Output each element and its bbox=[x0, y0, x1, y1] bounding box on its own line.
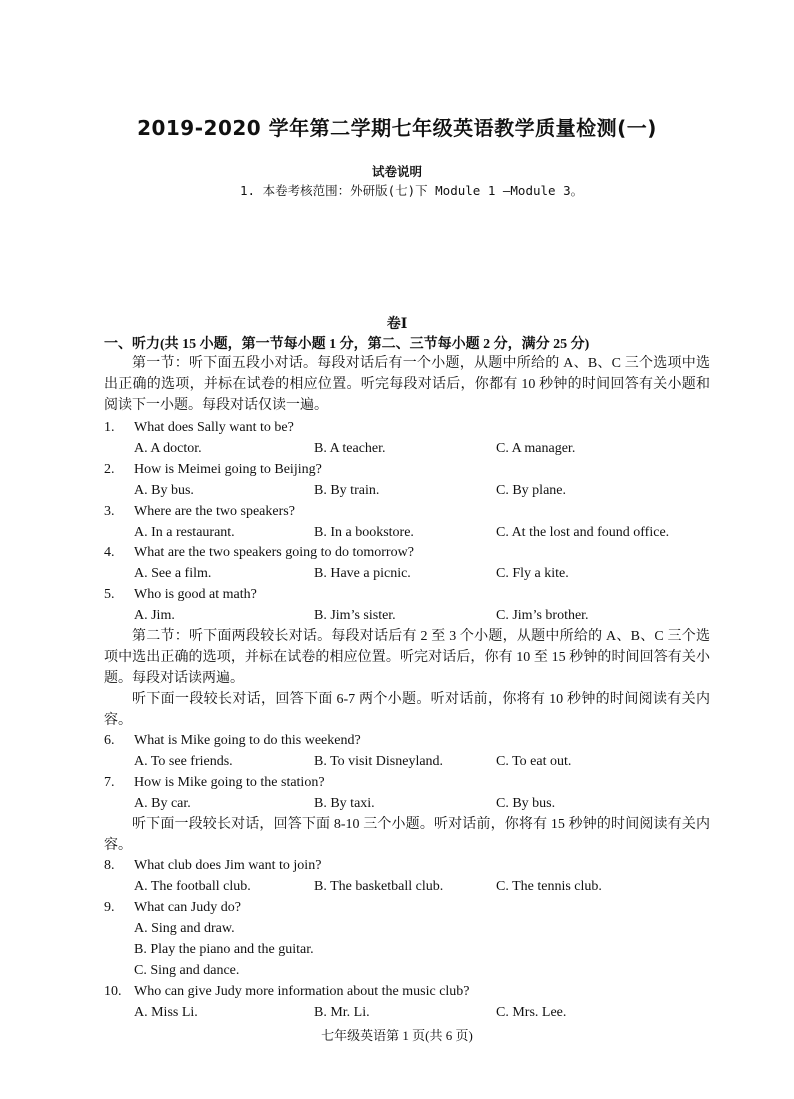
option-b: B. Mr. Li. bbox=[314, 1005, 370, 1020]
option-c: C. Jim’s brother. bbox=[496, 608, 589, 623]
question-number: 6. bbox=[104, 733, 115, 748]
option-a: A. To see friends. bbox=[134, 754, 233, 769]
option-b: B. In a bookstore. bbox=[314, 525, 414, 540]
option-c: C. Mrs. Lee. bbox=[496, 1005, 567, 1020]
question-number: 10. bbox=[104, 984, 122, 999]
question-text: Who can give Judy more information about the music club? bbox=[134, 984, 470, 999]
option-a: A. A doctor. bbox=[134, 441, 202, 456]
option-a: A. The football club. bbox=[134, 879, 251, 894]
dialog1-instructions: 听下面一段较长对话，回答下面 6-7 两个小题。听对话前，你将有 10 秒钟的时间阅读有关内容。 bbox=[104, 692, 710, 728]
question-text: Who is good at math? bbox=[134, 587, 257, 602]
question-text: What is Mike going to do this weekend? bbox=[134, 733, 361, 748]
notes-heading: 试卷说明 bbox=[371, 164, 422, 179]
question-number: 1. bbox=[104, 420, 115, 435]
option-b: B. Jim’s sister. bbox=[314, 608, 396, 623]
option-a: A. By bus. bbox=[134, 483, 194, 498]
page-footer: 七年级英语第 1 页(共 6 页) bbox=[321, 1028, 473, 1043]
option-c: C. To eat out. bbox=[496, 754, 572, 769]
exam-title: 2019-2020 学年第二学期七年级英语教学质量检测(一) bbox=[137, 116, 657, 140]
question-number: 2. bbox=[104, 462, 115, 477]
notes-item-1: 1. 本卷考核范围：外研版(七)下 Module 1 —Module 3。 bbox=[240, 183, 584, 198]
option-a: A. Sing and draw. bbox=[134, 921, 235, 936]
question-text: How is Mike going to the station? bbox=[134, 775, 325, 790]
question-number: 8. bbox=[104, 858, 115, 873]
question-text: What are the two speakers going to do tomorrow? bbox=[134, 545, 414, 560]
question-number: 5. bbox=[104, 587, 115, 602]
part1-instructions: 第一节：听下面五段小对话。每段对话后有一个小题，从题中所给的 A、B、C 三个选项中选出正确的选项，并标在试卷的相应位置。听完每段对话后，你都有 10 秒钟的时间回答有关小题和阅读下一小题。每段对话仅读一遍。 bbox=[104, 356, 710, 413]
question-text: What does Sally want to be? bbox=[134, 420, 294, 435]
question-text: How is Meimei going to Beijing? bbox=[134, 462, 322, 477]
option-c: C. Sing and dance. bbox=[134, 963, 240, 978]
option-b: B. Have a picnic. bbox=[314, 566, 411, 581]
part2-instructions: 第二节：听下面两段较长对话。每段对话后有 2 至 3 个小题，从题中所给的 A、B、C 三个选项中选出正确的选项，并标在试卷的相应位置。听完对话后，你有 10 至 15 秒钟的时间回答有关小题。每段对话读两遍。 bbox=[104, 629, 710, 686]
section-heading: 一、听力(共 15 小题，第一节每小题 1 分，第二、三节每小题 2 分，满分 25 分) bbox=[104, 337, 590, 352]
question-number: 3. bbox=[104, 504, 115, 519]
dialog2-instructions: 听下面一段较长对话，回答下面 8-10 三个小题。听对话前，你将有 15 秒钟的时间阅读有关内容。 bbox=[104, 817, 710, 853]
option-c: C. Fly a kite. bbox=[496, 566, 569, 581]
volume-label: 卷Ⅰ bbox=[386, 317, 408, 332]
question-text: What club does Jim want to join? bbox=[134, 858, 322, 873]
question-text: Where are the two speakers? bbox=[134, 504, 295, 519]
option-a: A. By car. bbox=[134, 796, 191, 811]
option-a: A. See a film. bbox=[134, 566, 212, 581]
question-number: 7. bbox=[104, 775, 115, 790]
option-c: C. A manager. bbox=[496, 441, 576, 456]
option-a: A. Jim. bbox=[134, 608, 175, 623]
option-c: C. By plane. bbox=[496, 483, 566, 498]
option-b: B. By taxi. bbox=[314, 796, 375, 811]
question-text: What can Judy do? bbox=[134, 900, 241, 915]
option-c: C. By bus. bbox=[496, 796, 556, 811]
option-c: C. The tennis club. bbox=[496, 879, 602, 894]
question-number: 9. bbox=[104, 900, 115, 915]
option-c: C. At the lost and found office. bbox=[496, 525, 670, 540]
option-a: A. In a restaurant. bbox=[134, 525, 235, 540]
option-b: B. Play the piano and the guitar. bbox=[134, 942, 314, 957]
question-number: 4. bbox=[104, 545, 115, 560]
option-b: B. By train. bbox=[314, 483, 380, 498]
option-b: B. To visit Disneyland. bbox=[314, 754, 444, 769]
option-a: A. Miss Li. bbox=[134, 1005, 198, 1020]
option-b: B. A teacher. bbox=[314, 441, 386, 456]
option-b: B. The basketball club. bbox=[314, 879, 444, 894]
